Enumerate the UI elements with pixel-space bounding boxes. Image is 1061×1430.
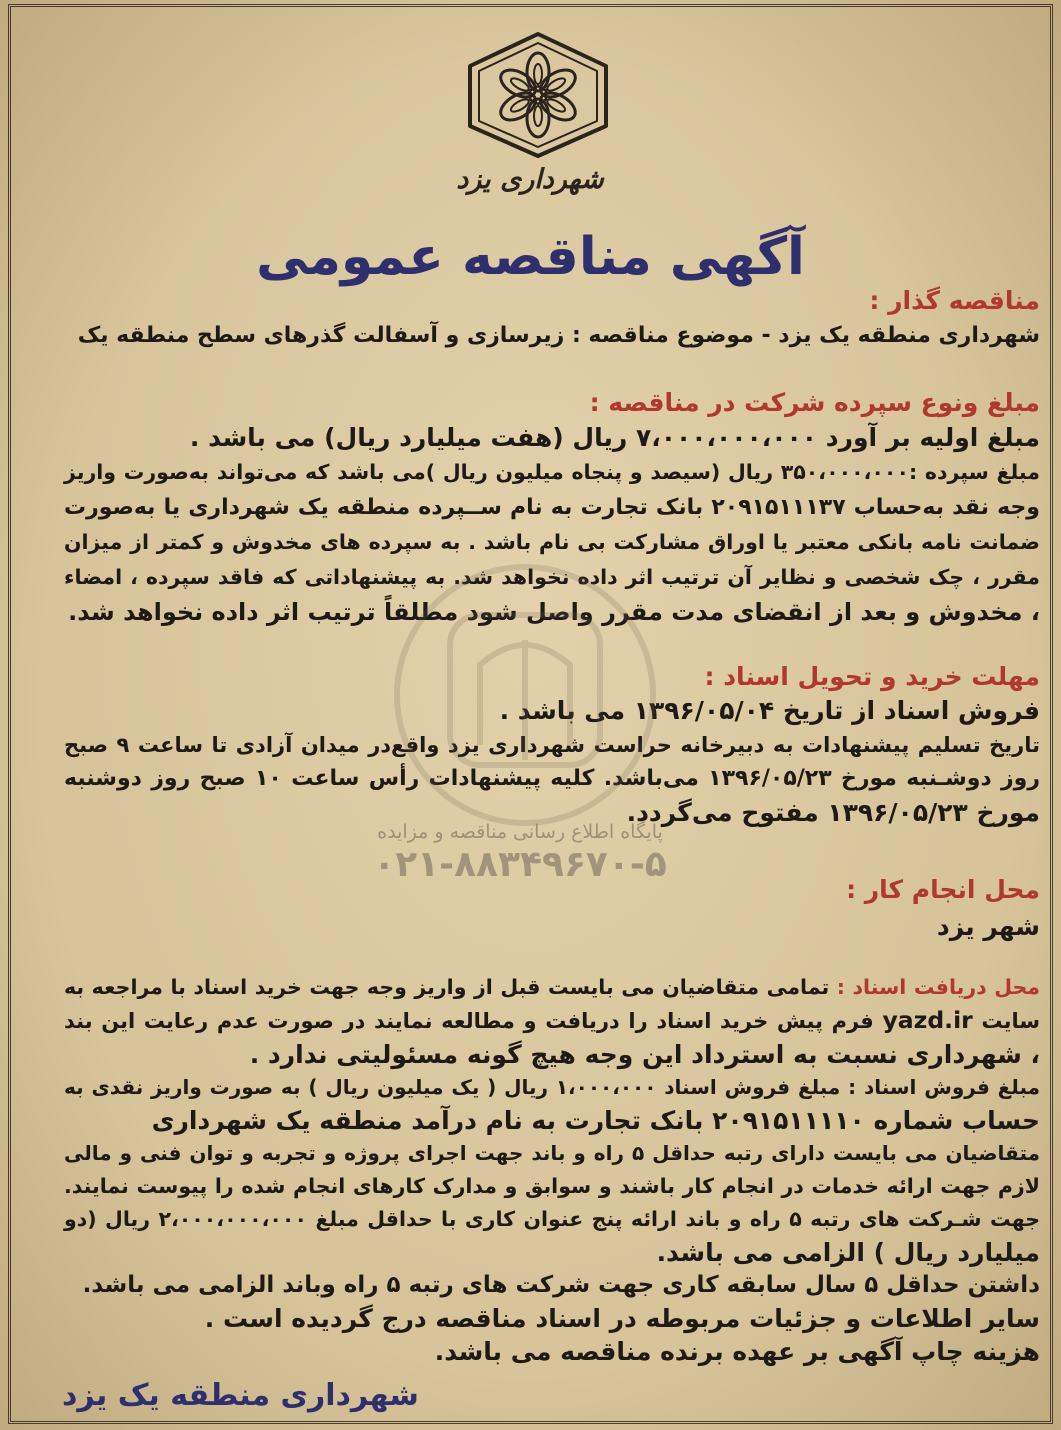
- documents-intro-text: تمامی متقاضیان می بایست قبل از واریز وجه جهت خرید اسناد با مراجعه به: [64, 975, 830, 999]
- emblem-petals: [496, 53, 580, 137]
- tenderer-heading: مناقصه گذار :: [869, 286, 1040, 315]
- documents-line: متقاضیان می بایست دارای رتبه حداقل ۵ راه و باند جهت اجرای پروژه و تجربه و توان فنی و مالی: [64, 1141, 1040, 1165]
- site-rest: فرم پیش خرید اسناد را دریافت و مطالعه نمایند در صورت عدم رعایت این بند: [64, 1009, 874, 1033]
- schedule-line: مورخ ۱۳۹۶/۰۵/۲۳ مفتوح می‌گردد.: [626, 798, 1040, 827]
- documents-intro-line: [64, 971, 1040, 1004]
- schedule-line: روز دوشـنبه مورخ ۱۳۹۶/۰۵/۲۳ می‌باشد. کلیه پیشنهادات رأس ساعت ۱۰ صبح روز دوشنبه: [64, 766, 1041, 791]
- schedule-heading: مهلت خرید و تحویل اسناد :: [704, 662, 1040, 691]
- documents-line: ، شهرداری نسبت به استرداد این وجه هیچ گونه مسئولیتی ندارد .: [249, 1040, 1040, 1069]
- work-location-heading: محل انجام کار :: [846, 875, 1040, 904]
- documents-line: سایر اطلاعات و جزئیات مربوطه در اسناد مناقصه درج گردیده است .: [204, 1304, 1040, 1333]
- deposit-line: مبلغ اولیه بر آورد ۷،۰۰۰،۰۰۰،۰۰۰ ریال (هفت میلیارد ریال) می باشد .: [189, 423, 1040, 452]
- deposit-line: وجه نقد به‌حساب ۲۰۹۱۵۱۱۱۳۷ بانک تجارت به نام ســپرده منطقه یک شهرداری یا به‌صورت: [64, 495, 1040, 520]
- tenderer-line: شهرداری منطقه یک یزد - موضوع مناقصه : زیرسازی و آسفالت گذرهای سطح منطقه یک: [77, 323, 1040, 348]
- documents-line: داشتن حداقل ۵ سال سابقه کاری جهت شرکت های رتبه ۵ راه وباند الزامی می باشد.: [82, 1272, 1040, 1298]
- page-title: آگهی مناقصه عمومی: [256, 227, 805, 287]
- documents-line: هزینه چاپ آگهی بر عهده برنده مناقصه می باشد.: [434, 1337, 1040, 1366]
- schedule-line: فروش اسناد از تاریخ ۱۳۹۶/۰۵/۰۴ می باشد .: [499, 696, 1040, 725]
- site-url: yazd.ir: [882, 1006, 973, 1034]
- documents-line: مبلغ فروش اسناد : مبلغ فروش اسناد ۱،۰۰۰،۰۰۰ ریال ( یک میلیون ریال ) به صورت واریز نقدی به: [64, 1075, 1040, 1099]
- documents-heading: محل دریافت اسناد :: [836, 975, 1040, 999]
- documents-line: حساب شماره ۲۰۹۱۵۱۱۱۱۰ بانک تجارت به نام درآمد منطقه یک شهرداری: [151, 1106, 1040, 1135]
- documents-line: جهت شـرکت های رتبه ۵ راه و باند ارائه پنج عنوان کاری با حداقل مبلغ ۲،۰۰۰،۰۰۰،۰۰۰ ریال (دو: [64, 1207, 1040, 1231]
- deposit-line: ، مخدوش و بعد از انقضای مدت مقرر واصل شود مطلقاً ترتیب اثر داده نخواهد شد.: [68, 598, 1040, 626]
- deposit-line: ضمانت نامه بانکی معتبر یا اوراق مشارکت بی نام باشد . به سپرده های مخدوش و کمتر از میزان: [64, 530, 1040, 554]
- watermark-org-name: پایگاه اطلاع رسانی مناقصه و مزایده: [377, 821, 663, 843]
- work-location-line: شهر یزد: [936, 912, 1040, 941]
- site-prefix: سایت: [981, 1009, 1041, 1033]
- documents-line: لازم جهت ارائه خدمات در انجام کار باشند و سوابق و مدارک کارهای انجام شده را پیوست نمایند.: [64, 1174, 1040, 1198]
- documents-line: میلیارد ریال ) الزامی می باشد.: [656, 1238, 1040, 1267]
- deposit-heading: مبلغ ونوع سپرده شرکت در مناقصه :: [589, 388, 1040, 417]
- logo-wordmark: شهرداری یزد: [456, 164, 604, 195]
- watermark-emblem: [330, 545, 720, 835]
- schedule-line: تاریخ تسلیم پیشنهادات به دبیرخانه حراست شهرداری یزد واقع‌در میدان آزادی تا ساعت ۹ صبح: [64, 733, 1041, 757]
- deposit-line: مبلغ سپرده :۳۵۰،۰۰۰،۰۰۰ ریال (سیصد و پنجاه میلیون ریال )می باشد که می‌تواند به‌صورت واریز: [64, 460, 1040, 484]
- deposit-line: مقرر ، چک شخصی و نظایر آن ترتیب اثر داده نخواهد شد. به پیشنهاداتی که فاقد سپرده ، امضاء: [64, 565, 1040, 589]
- documents-section: [64, 971, 1040, 1368]
- work-location-section: [64, 871, 1040, 945]
- tenderer-section: [64, 283, 1040, 353]
- watermark-phone: ۰۲۱-۸۸۳۴۹۶۷۰-۵: [373, 844, 667, 885]
- documents-site-line: [64, 1004, 1040, 1038]
- issuer-signature: شهرداری منطقه یک یزد: [62, 1378, 419, 1413]
- municipality-emblem-icon: [463, 30, 613, 160]
